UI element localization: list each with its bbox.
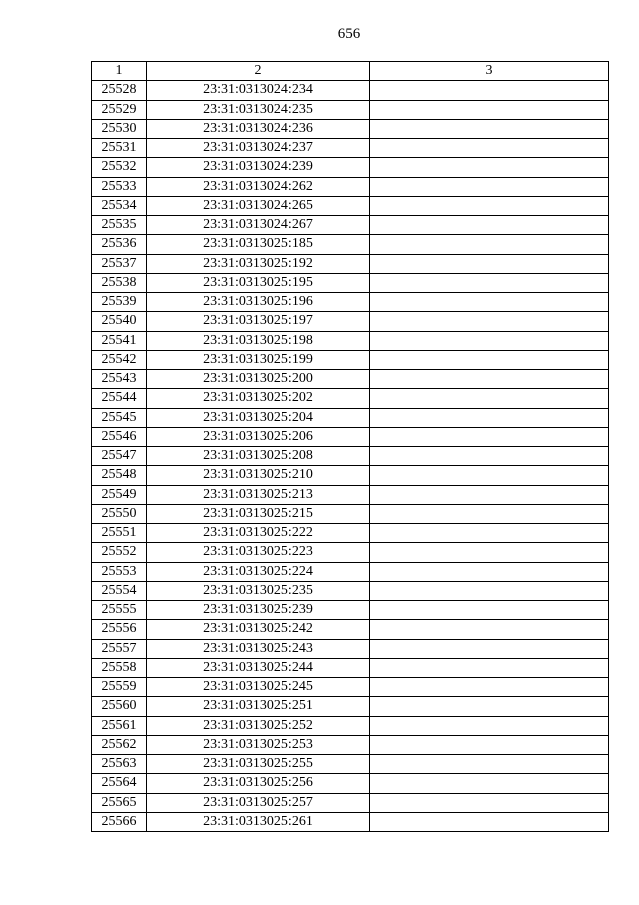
notes-cell (370, 658, 609, 677)
cadastral-number-cell: 23:31:0313025:235 (147, 581, 370, 600)
row-number-cell: 25539 (92, 293, 147, 312)
row-number-cell: 25546 (92, 427, 147, 446)
notes-cell (370, 620, 609, 639)
notes-cell (370, 581, 609, 600)
table-row (92, 678, 609, 697)
cadastral-number-cell: 23:31:0313025:198 (147, 331, 370, 350)
cadastral-number-cell: 23:31:0313025:199 (147, 350, 370, 369)
table-row (92, 620, 609, 639)
cadastral-number-cell: 23:31:0313024:236 (147, 119, 370, 138)
table-row (92, 273, 609, 292)
table-row (92, 601, 609, 620)
table-row (92, 139, 609, 158)
notes-cell (370, 139, 609, 158)
table-row (92, 735, 609, 754)
row-number-cell: 25563 (92, 755, 147, 774)
row-number-cell: 25566 (92, 812, 147, 831)
notes-cell (370, 485, 609, 504)
cadastral-number-cell: 23:31:0313025:261 (147, 812, 370, 831)
notes-cell (370, 81, 609, 100)
row-number-cell: 25565 (92, 793, 147, 812)
row-number-cell: 25544 (92, 389, 147, 408)
row-number-cell: 25543 (92, 370, 147, 389)
table-row (92, 254, 609, 273)
column-header-1: 1 (92, 62, 147, 81)
notes-cell (370, 370, 609, 389)
column-header-2: 2 (147, 62, 370, 81)
table-row (92, 408, 609, 427)
cadastral-number-cell: 23:31:0313025:244 (147, 658, 370, 677)
table-row (92, 524, 609, 543)
notes-cell (370, 447, 609, 466)
row-number-cell: 25528 (92, 81, 147, 100)
cadastral-number-cell: 23:31:0313025:215 (147, 504, 370, 523)
cadastral-number-cell: 23:31:0313025:239 (147, 601, 370, 620)
cadastral-number-cell: 23:31:0313025:192 (147, 254, 370, 273)
notes-cell (370, 216, 609, 235)
cadastral-number-cell: 23:31:0313025:185 (147, 235, 370, 254)
row-number-cell: 25552 (92, 543, 147, 562)
row-number-cell: 25536 (92, 235, 147, 254)
notes-cell (370, 639, 609, 658)
cadastral-number-cell: 23:31:0313025:245 (147, 678, 370, 697)
cadastral-number-cell: 23:31:0313025:196 (147, 293, 370, 312)
table-row (92, 81, 609, 100)
cadastral-number-cell: 23:31:0313025:251 (147, 697, 370, 716)
table-row (92, 370, 609, 389)
table-row (92, 581, 609, 600)
row-number-cell: 25560 (92, 697, 147, 716)
row-number-cell: 25537 (92, 254, 147, 273)
notes-cell (370, 774, 609, 793)
row-number-cell: 25550 (92, 504, 147, 523)
row-number-cell: 25551 (92, 524, 147, 543)
notes-cell (370, 562, 609, 581)
table-row (92, 504, 609, 523)
table-row (92, 158, 609, 177)
row-number-cell: 25554 (92, 581, 147, 600)
notes-cell (370, 427, 609, 446)
table-row (92, 427, 609, 446)
row-number-cell: 25531 (92, 139, 147, 158)
notes-cell (370, 389, 609, 408)
notes-cell (370, 524, 609, 543)
row-number-cell: 25538 (92, 273, 147, 292)
row-number-cell: 25555 (92, 601, 147, 620)
row-number-cell: 25529 (92, 100, 147, 119)
notes-cell (370, 158, 609, 177)
table-row (92, 812, 609, 831)
table-row (92, 293, 609, 312)
cadastral-number-cell: 23:31:0313025:256 (147, 774, 370, 793)
table-row (92, 100, 609, 119)
table-body (92, 81, 609, 832)
table-row (92, 639, 609, 658)
row-number-cell: 25533 (92, 177, 147, 196)
table-row (92, 543, 609, 562)
notes-cell (370, 755, 609, 774)
cadastral-number-cell: 23:31:0313024:235 (147, 100, 370, 119)
table-row (92, 312, 609, 331)
notes-cell (370, 543, 609, 562)
row-number-cell: 25535 (92, 216, 147, 235)
notes-cell (370, 293, 609, 312)
registry-table (91, 61, 609, 832)
cadastral-number-cell: 23:31:0313024:234 (147, 81, 370, 100)
row-number-cell: 25545 (92, 408, 147, 427)
notes-cell (370, 697, 609, 716)
cadastral-number-cell: 23:31:0313025:223 (147, 543, 370, 562)
cadastral-number-cell: 23:31:0313025:206 (147, 427, 370, 446)
cadastral-number-cell: 23:31:0313025:242 (147, 620, 370, 639)
row-number-cell: 25547 (92, 447, 147, 466)
table-row (92, 466, 609, 485)
cadastral-number-cell: 23:31:0313025:208 (147, 447, 370, 466)
row-number-cell: 25564 (92, 774, 147, 793)
table-row (92, 119, 609, 138)
row-number-cell: 25530 (92, 119, 147, 138)
cadastral-number-cell: 23:31:0313024:265 (147, 196, 370, 215)
cadastral-number-cell: 23:31:0313024:237 (147, 139, 370, 158)
notes-cell (370, 273, 609, 292)
cadastral-number-cell: 23:31:0313025:222 (147, 524, 370, 543)
table-row (92, 389, 609, 408)
row-number-cell: 25558 (92, 658, 147, 677)
notes-cell (370, 196, 609, 215)
row-number-cell: 25549 (92, 485, 147, 504)
notes-cell (370, 601, 609, 620)
cadastral-number-cell: 23:31:0313025:255 (147, 755, 370, 774)
table-row (92, 716, 609, 735)
notes-cell (370, 735, 609, 754)
row-number-cell: 25532 (92, 158, 147, 177)
cadastral-number-cell: 23:31:0313025:253 (147, 735, 370, 754)
notes-cell (370, 793, 609, 812)
cadastral-number-cell: 23:31:0313025:195 (147, 273, 370, 292)
table-row (92, 177, 609, 196)
table-row (92, 774, 609, 793)
notes-cell (370, 408, 609, 427)
cadastral-number-cell: 23:31:0313025:224 (147, 562, 370, 581)
notes-cell (370, 100, 609, 119)
table-row (92, 447, 609, 466)
cadastral-number-cell: 23:31:0313025:243 (147, 639, 370, 658)
table-row (92, 697, 609, 716)
cadastral-number-cell: 23:31:0313025:204 (147, 408, 370, 427)
notes-cell (370, 331, 609, 350)
cadastral-number-cell: 23:31:0313024:239 (147, 158, 370, 177)
table-row (92, 331, 609, 350)
notes-cell (370, 678, 609, 697)
notes-cell (370, 504, 609, 523)
cadastral-number-cell: 23:31:0313024:262 (147, 177, 370, 196)
notes-cell (370, 177, 609, 196)
table-row (92, 562, 609, 581)
table-row (92, 485, 609, 504)
row-number-cell: 25561 (92, 716, 147, 735)
cadastral-number-cell: 23:31:0313025:213 (147, 485, 370, 504)
notes-cell (370, 119, 609, 138)
table-row (92, 350, 609, 369)
cadastral-number-cell: 23:31:0313025:210 (147, 466, 370, 485)
row-number-cell: 25541 (92, 331, 147, 350)
cadastral-number-cell: 23:31:0313024:267 (147, 216, 370, 235)
notes-cell (370, 350, 609, 369)
table-row (92, 216, 609, 235)
notes-cell (370, 235, 609, 254)
cadastral-number-cell: 23:31:0313025:257 (147, 793, 370, 812)
cadastral-number-cell: 23:31:0313025:200 (147, 370, 370, 389)
cadastral-number-cell: 23:31:0313025:197 (147, 312, 370, 331)
row-number-cell: 25548 (92, 466, 147, 485)
table-row (92, 235, 609, 254)
table-row (92, 658, 609, 677)
table-row (92, 793, 609, 812)
notes-cell (370, 716, 609, 735)
row-number-cell: 25556 (92, 620, 147, 639)
row-number-cell: 25559 (92, 678, 147, 697)
cadastral-number-cell: 23:31:0313025:252 (147, 716, 370, 735)
row-number-cell: 25562 (92, 735, 147, 754)
row-number-cell: 25540 (92, 312, 147, 331)
row-number-cell: 25557 (92, 639, 147, 658)
notes-cell (370, 312, 609, 331)
page-number: 656 (337, 26, 361, 42)
notes-cell (370, 254, 609, 273)
table-header-row (92, 62, 609, 81)
notes-cell (370, 466, 609, 485)
table-row (92, 755, 609, 774)
column-header-3: 3 (370, 62, 609, 81)
table-row (92, 196, 609, 215)
cadastral-number-cell: 23:31:0313025:202 (147, 389, 370, 408)
row-number-cell: 25553 (92, 562, 147, 581)
row-number-cell: 25534 (92, 196, 147, 215)
row-number-cell: 25542 (92, 350, 147, 369)
notes-cell (370, 812, 609, 831)
